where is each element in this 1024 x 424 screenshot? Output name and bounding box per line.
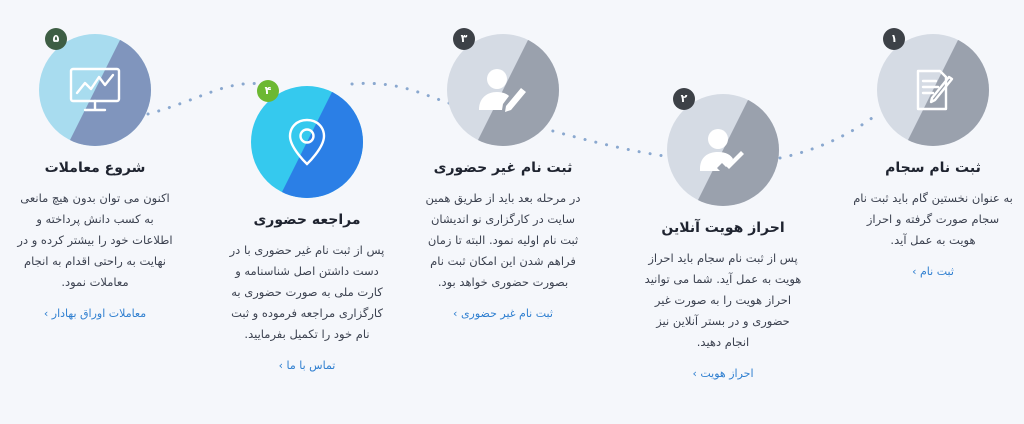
- step-2: [628, 94, 818, 381]
- step-3-icon-circle: [447, 34, 559, 146]
- step-1: [838, 34, 1024, 279]
- step-5-icon-circle: [39, 34, 151, 146]
- step-title: مراجعه حضوری: [253, 212, 361, 228]
- step-number-badge: ۱: [883, 28, 905, 50]
- step-title: شروع معاملات: [44, 160, 146, 176]
- user-check-icon: [696, 123, 750, 177]
- step-title: احراز هویت آنلاین: [661, 220, 785, 236]
- user-edit-icon: [475, 62, 531, 118]
- register-link[interactable]: ثبت نام ›: [912, 265, 954, 278]
- step-description: پس از ثبت نام سجام باید احراز هویت به عمل آید. شما می توانید احراز هویت را به صورت غیر حضوری و در بستر آنلاین نیز انجام دهید.: [644, 251, 802, 349]
- step-2-icon-circle: [667, 94, 779, 206]
- step-number-badge: ۴: [257, 80, 279, 102]
- monitor-chart-icon: [67, 65, 123, 115]
- step-1-icon-circle: [877, 34, 989, 146]
- step-3: [408, 34, 598, 321]
- step-description: اکنون می توان بدون هیچ مانعی به کسب دانش پرداخته و اطلاعات خود را بیشتر کرده و در نهایت به راحتی اقدام به انجام معاملات نمود.: [17, 191, 173, 289]
- step-number-badge: ۵: [45, 28, 67, 50]
- document-edit-icon: [908, 65, 958, 115]
- step-number-badge: ۳: [453, 28, 475, 50]
- step-description: به عنوان نخستین گام باید ثبت نام سجام صورت گرفته و احراز هویت به عمل آید.: [853, 191, 1013, 247]
- online-register-link[interactable]: ثبت نام غیر حضوری ›: [453, 307, 553, 320]
- securities-trading-link[interactable]: معاملات اوراق بهادار ›: [43, 307, 147, 320]
- step-number-badge: ۲: [673, 88, 695, 110]
- verify-identity-link[interactable]: احراز هویت ›: [692, 367, 754, 380]
- step-description: پس از ثبت نام غیر حضوری با در دست داشتن اصل شناسنامه و کارت ملی به صورت حضوری به کارگزاری مراجعه فرموده و ثبت نام خود را تکمیل بفرمایید.: [229, 243, 385, 341]
- contact-us-link[interactable]: تماس با ما ›: [278, 359, 336, 372]
- step-4-icon-circle: [251, 86, 363, 198]
- step-description: در مرحله بعد باید از طریق همین سایت در کارگزاری نو اندیشان ثبت نام اولیه نمود. البته تا زمان فراهم شدن این امکان ثبت نام بصورت حضوری خواهد بود.: [425, 191, 581, 289]
- step-5: [0, 34, 190, 321]
- step-title: ثبت نام سجام: [885, 160, 981, 176]
- location-pin-icon: [284, 116, 330, 168]
- step-4: [212, 86, 402, 373]
- step-title: ثبت نام غیر حضوری: [433, 160, 573, 176]
